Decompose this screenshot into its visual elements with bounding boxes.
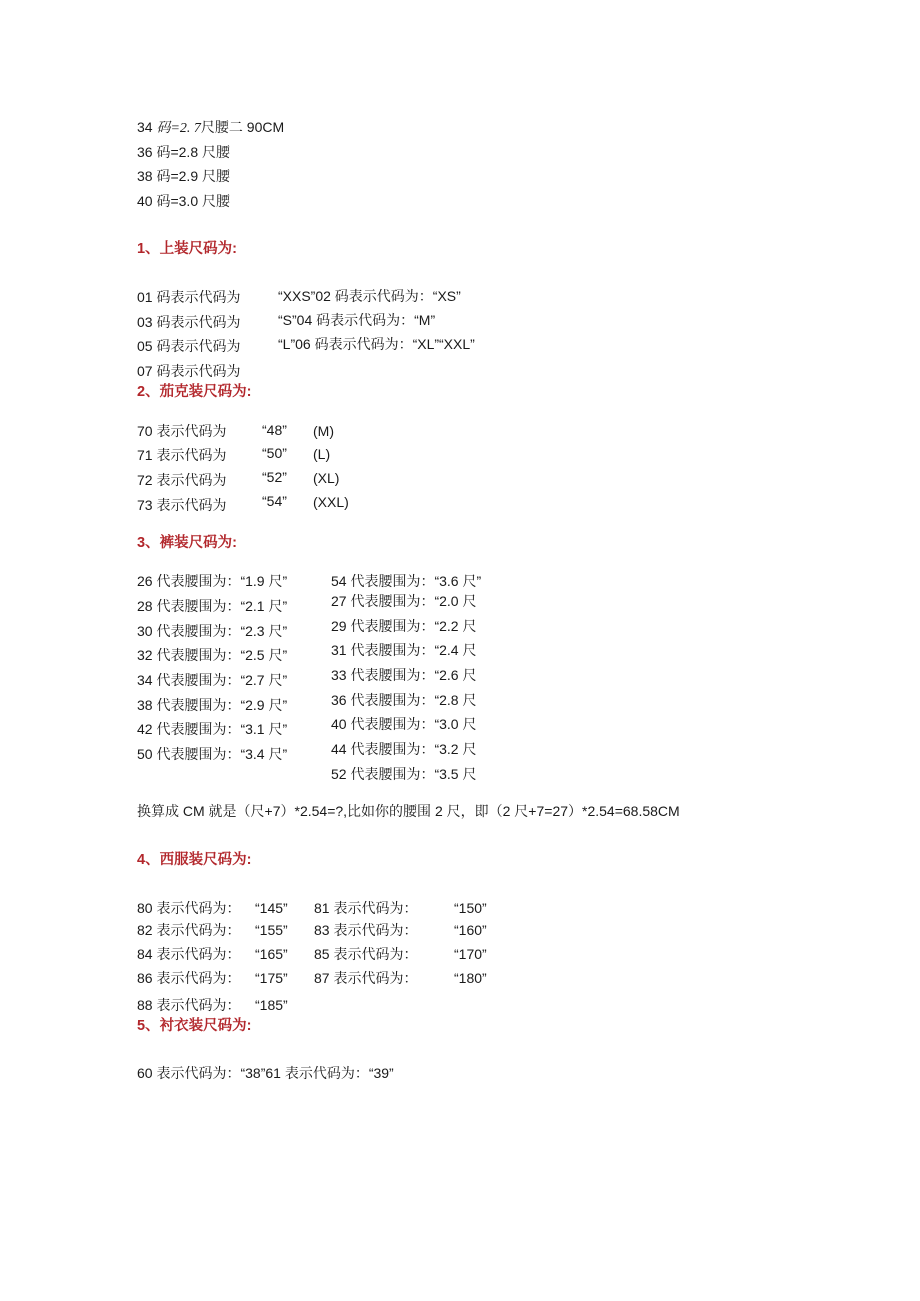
s3-left-4: 32 代表腰围为：“2.5 尺” <box>137 647 288 663</box>
intro-line-3: 38 码=2.9 尺腰 <box>137 168 230 184</box>
intro-line-1-mid: 码=2. 7 <box>156 121 201 136</box>
s4-row-2-right-label: 83 表示代码为： <box>314 922 418 938</box>
s4-row-5-left-code: “185” <box>255 997 288 1013</box>
s3-right-5: 33 代表腰围为：“2.6 尺 <box>331 667 477 683</box>
section-2-heading: 2、茄克装尺码为: <box>137 384 252 400</box>
intro-line-4: 40 码=3.0 尺腰 <box>137 193 230 209</box>
s4-row-2-left-code: “155” <box>255 922 288 938</box>
s4-row-4-right-label: 87 表示代码为： <box>314 970 418 986</box>
s2-row-3-size: (XL) <box>313 470 340 486</box>
s2-row-2-code: “50” <box>262 445 287 461</box>
s4-row-1-left-code: “145” <box>255 900 288 916</box>
s2-row-3-code: “52” <box>262 469 287 485</box>
s4-row-3-left-label: 84 表示代码为： <box>137 946 241 962</box>
s4-row-1-right-code: “150” <box>454 900 487 916</box>
s1-row-3-right: “L”06 码表示代码为：“XL”“XXL” <box>278 336 475 352</box>
s3-left-6: 38 代表腰围为：“2.9 尺” <box>137 697 288 713</box>
s3-left-2: 28 代表腰围为：“2.1 尺” <box>137 598 288 614</box>
s2-row-2-size: (L) <box>313 446 331 462</box>
s3-left-1: 26 代表腰围为：“1.9 尺” <box>137 573 288 589</box>
s2-row-2-label: 71 表示代码为 <box>137 447 227 463</box>
s4-row-3-left-code: “165” <box>255 946 288 962</box>
s3-left-8: 50 代表腰围为：“3.4 尺” <box>137 746 288 762</box>
intro-line-1-size: 34 <box>137 119 157 135</box>
s4-row-1-right-label: 81 表示代码为： <box>314 900 418 916</box>
s4-row-2-left-label: 82 表示代码为： <box>137 922 241 938</box>
s3-right-1: 54 代表腰围为：“3.6 尺” <box>331 573 482 589</box>
section-4-heading: 4、西服装尺码为: <box>137 852 252 868</box>
intro-line-1-end: 尺腰二 90CM <box>200 119 285 135</box>
s4-row-4-left-code: “175” <box>255 970 288 986</box>
s3-left-3: 30 代表腰围为：“2.3 尺” <box>137 623 288 639</box>
s1-row-4-left: 07 码表示代码为 <box>137 363 241 379</box>
s4-row-5-left-label: 88 表示代码为： <box>137 997 241 1013</box>
s4-row-1-left-label: 80 表示代码为： <box>137 900 241 916</box>
section-5-heading: 5、衬衣装尺码为: <box>137 1018 252 1034</box>
s1-row-3-left: 05 码表示代码为 <box>137 338 241 354</box>
s2-row-1-label: 70 表示代码为 <box>137 423 227 439</box>
s3-right-6: 36 代表腰围为：“2.8 尺 <box>331 692 477 708</box>
intro-line-1 <box>137 118 284 138</box>
s1-row-1-right: “XXS”02 码表示代码为：“XS” <box>278 288 461 304</box>
intro-line-2: 36 码=2.8 尺腰 <box>137 144 230 160</box>
s1-row-1-left: 01 码表示代码为 <box>137 289 241 305</box>
s3-right-3: 29 代表腰围为：“2.2 尺 <box>331 618 477 634</box>
s4-row-4-right-code: “180” <box>454 970 487 986</box>
s2-row-1-code: “48” <box>262 422 287 438</box>
s3-right-4: 31 代表腰围为：“2.4 尺 <box>331 642 477 658</box>
s1-row-2-left: 03 码表示代码为 <box>137 314 241 330</box>
s5-line: 60 表示代码为：“38”61 表示代码为：“39” <box>137 1065 394 1081</box>
s1-row-2-right: “S”04 码表示代码为：“M” <box>278 312 436 328</box>
s2-row-1-size: (M) <box>313 423 334 439</box>
s3-right-2: 27 代表腰围为：“2.0 尺 <box>331 593 477 609</box>
s2-row-3-label: 72 表示代码为 <box>137 472 227 488</box>
s4-row-3-right-label: 85 表示代码为： <box>314 946 418 962</box>
s4-row-4-left-label: 86 表示代码为： <box>137 970 241 986</box>
s2-row-4-code: “54” <box>262 493 287 509</box>
s2-row-4-size: (XXL) <box>313 494 349 510</box>
section-3-heading: 3、裤装尺码为: <box>137 535 237 551</box>
s3-left-5: 34 代表腰围为：“2.7 尺” <box>137 672 288 688</box>
s3-right-8: 44 代表腰围为：“3.2 尺 <box>331 741 477 757</box>
s3-right-9: 52 代表腰围为：“3.5 尺 <box>331 766 477 782</box>
s4-row-2-right-code: “160” <box>454 922 487 938</box>
s3-formula: 换算成 CM 就是（尺+7）*2.54=?,比如你的腰围 2 尺，即（2 尺+7=27）*2.54=68.58CM <box>137 803 680 819</box>
s3-right-7: 40 代表腰围为：“3.0 尺 <box>331 716 477 732</box>
s2-row-4-label: 73 表示代码为 <box>137 497 227 513</box>
s4-row-3-right-code: “170” <box>454 946 487 962</box>
section-1-heading: 1、上装尺码为: <box>137 241 237 257</box>
s3-left-7: 42 代表腰围为：“3.1 尺” <box>137 721 288 737</box>
